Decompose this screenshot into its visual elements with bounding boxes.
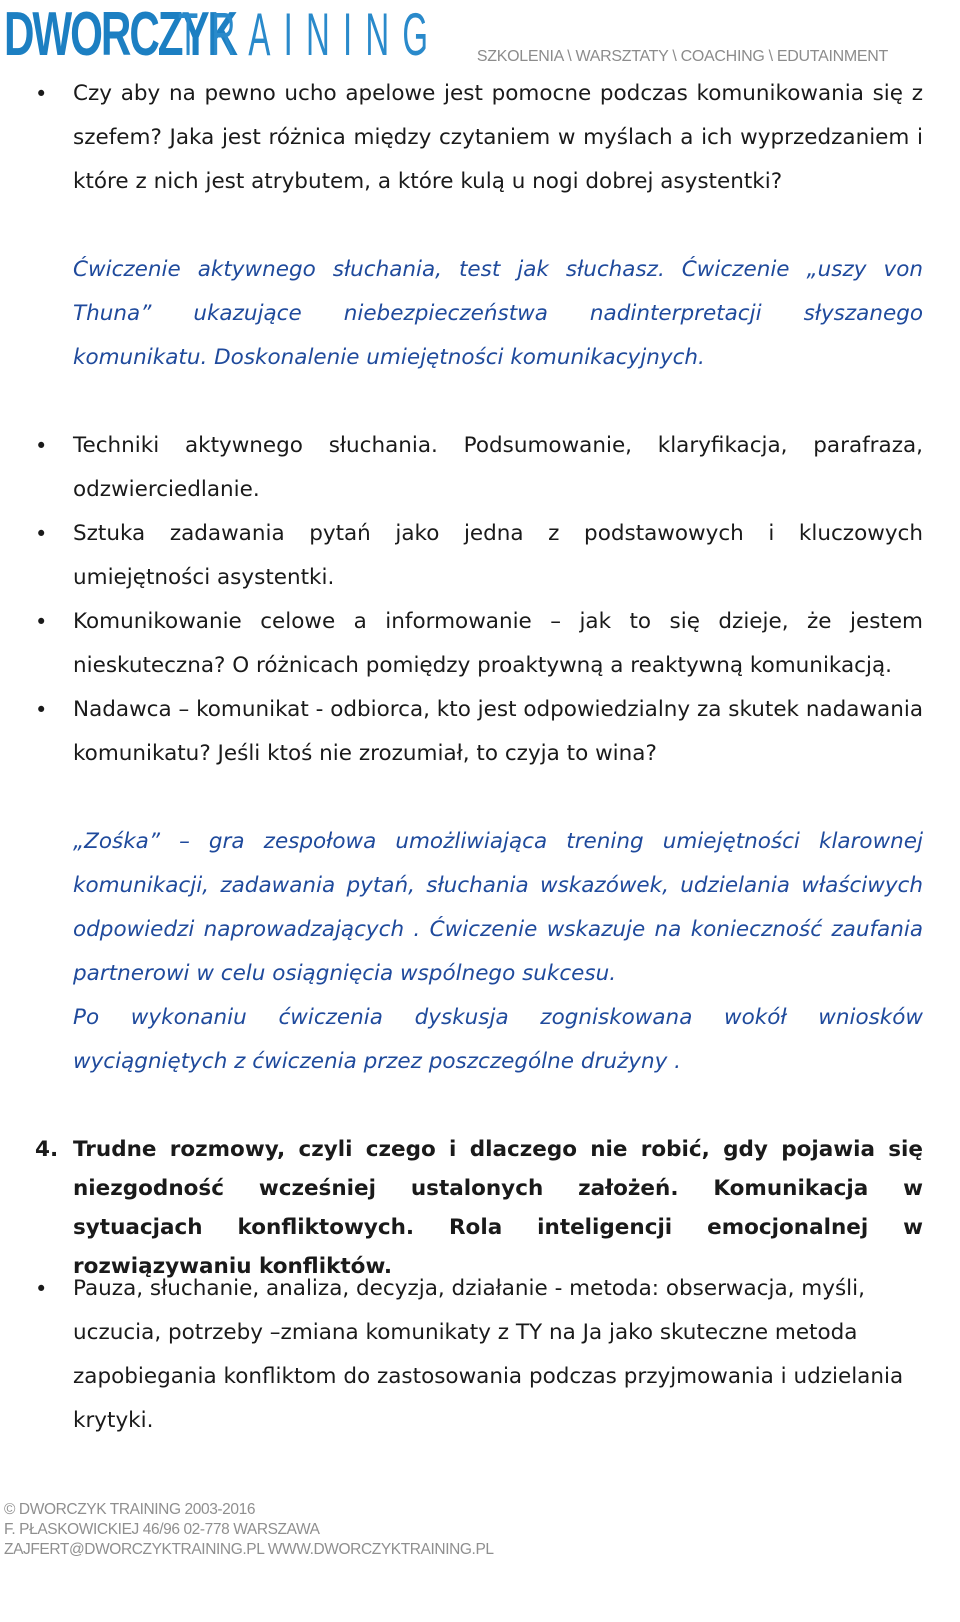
bullet-item: Techniki aktywnego słuchania. Podsumowanie, klaryfikacja, parafraza, odzwierciedlanie. <box>73 433 923 502</box>
bullet-marker: • <box>35 610 48 634</box>
bullet-item: Czy aby na pewno ucho apelowe jest pomocne podczas komunikowania się z szefem? Jaka jest różnica między czytaniem w myślach a ich wyprzedzaniem i które z nich jest atrybutem, a które kulą u nogi dobrej asystentki? <box>73 81 923 194</box>
bullet-item: Sztuka zadawania pytań jako jedna z podstawowych i kluczowych umiejętności asystentki. <box>73 521 923 590</box>
bullet-item: Pauza, słuchanie, analiza, decyzja, działanie - metoda: obserwacja, myśli, uczucia, potrzeby –zmiana komunikaty z TY na Ja jako skuteczne metoda zapobiegania konfliktom do zastosowania podczas przyjmowania i udzielania krytyki. <box>73 1276 904 1433</box>
footer-contact: ZAJFERT@DWORCZYKTRAINING.PL WWW.DWORCZYKTRAINING.PL <box>4 1541 494 1558</box>
footer-copyright: © DWORCZYK TRAINING 2003-2016 <box>4 1501 256 1518</box>
exercise-description: „Zośka” – gra zespołowa umożliwiająca trening umiejętności klarownej komunikacji, zadawania pytań, słuchania wskazówek, udzielania właściwych odpowiedzi naprowadzających . Ćwiczenie wskazuje na konieczność zaufania partnerowi w celu osiągnięcia wspólnego sukcesu. <box>73 829 923 986</box>
bullet-marker: • <box>35 698 48 722</box>
section-number: 4. <box>35 1137 59 1162</box>
section-heading: Trudne rozmowy, czyli czego i dlaczego nie robić, gdy pojawia się niezgodność wcześniej ustalonych założeń. Komunikacja w sytuacjach konfliktowych. Rola inteligencji emocjonalnej w rozwiązywaniu konfliktów. <box>73 1137 923 1279</box>
footer-address: F. PŁASKOWICKIEJ 46/96 02-778 WARSZAWA <box>4 1521 320 1538</box>
bullet-marker: • <box>35 522 48 546</box>
exercise-discussion: Po wykonaniu ćwiczenia dyskusja zogniskowana wokół wniosków wyciągniętych z ćwiczenia przez poszczególne drużyny . <box>73 1005 923 1074</box>
page-header <box>0 0 960 70</box>
company-logo-subtitle: TRAINING <box>178 1 442 68</box>
header-tagline: SZKOLENIA \ WARSZTATY \ COACHING \ EDUTAINMENT <box>476 48 888 65</box>
company-logo: DWORCZYK <box>4 0 236 69</box>
bullet-item: Nadawca – komunikat - odbiorca, kto jest odpowiedzialny za skutek nadawania komunikatu? Jeśli ktoś nie zrozumiał, to czyja to wina? <box>73 697 923 766</box>
exercise-description: Ćwiczenie aktywnego słuchania, test jak słuchasz. Ćwiczenie „uszy von Thuna” ukazujące niebezpieczeństwa nadinterpretacji słyszanego komunikatu. Doskonalenie umiejętności komunikacyjnych. <box>73 257 923 370</box>
bullet-marker: • <box>35 82 48 106</box>
bullet-marker: • <box>35 434 48 458</box>
page-footer <box>4 1500 494 1560</box>
bullet-item: Komunikowanie celowe a informowanie – jak to się dzieje, że jestem nieskuteczna? O różnicach pomiędzy proaktywną a reaktywną komunikacją. <box>73 609 923 678</box>
bullet-marker: • <box>35 1277 48 1301</box>
